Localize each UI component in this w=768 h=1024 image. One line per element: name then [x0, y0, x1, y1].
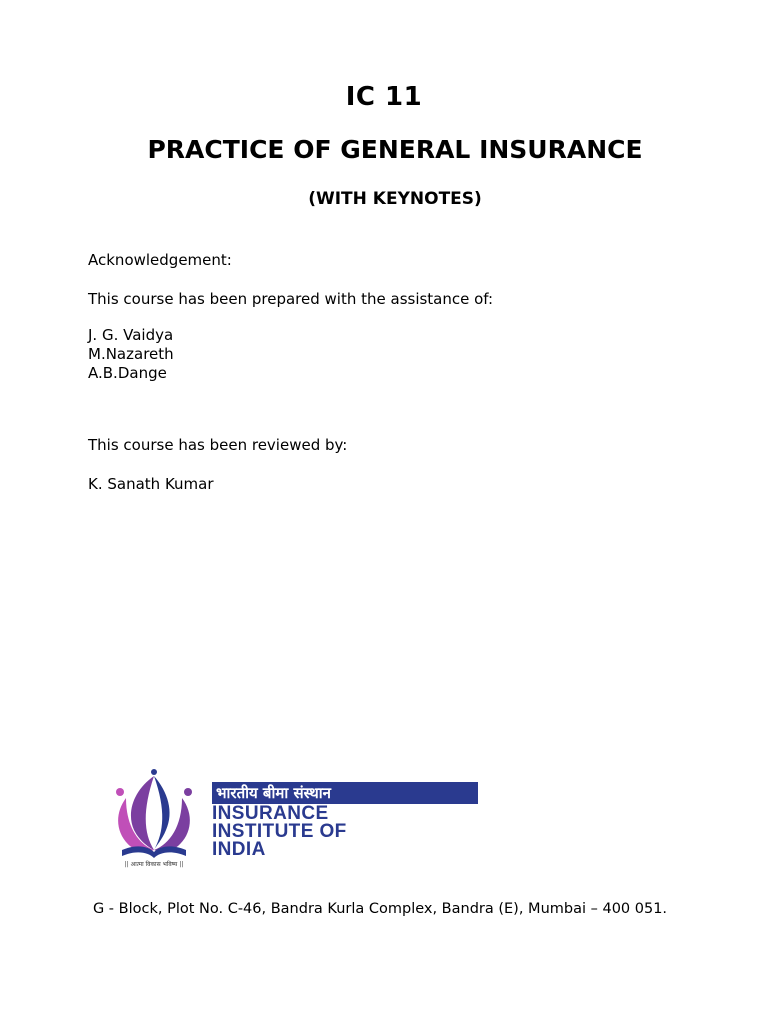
course-title: PRACTICE OF GENERAL INSURANCE: [147, 135, 643, 164]
logo-hindi-name: भारतीय बीमा संस्थान: [212, 782, 478, 804]
institute-emblem-icon: [104, 768, 204, 868]
contributor-name: M.Nazareth: [88, 345, 174, 363]
reviewed-by-line: This course has been reviewed by:: [88, 436, 348, 454]
institute-logo: [104, 768, 394, 868]
institute-address: G - Block, Plot No. C-46, Bandra Kurla Complex, Bandra (E), Mumbai – 400 051.: [92, 901, 668, 917]
contributor-name: J. G. Vaidya: [88, 326, 174, 344]
reviewer-name: K. Sanath Kumar: [88, 475, 214, 493]
logo-name-line: INSURANCE: [212, 803, 329, 824]
prepared-with-line: This course has been prepared with the assistance of:: [88, 290, 494, 308]
acknowledgement-label: Acknowledgement:: [88, 251, 232, 269]
course-subtitle: (WITH KEYNOTES): [308, 189, 482, 209]
logo-motto: || आत्मा विकास भविष्य ||: [124, 861, 184, 868]
contributor-name: A.B.Dange: [88, 364, 167, 382]
logo-name-line: INDIA: [212, 839, 266, 860]
logo-english-name: [212, 804, 347, 858]
logo-name-line: INSTITUTE OF: [212, 821, 347, 842]
contributors-list: [88, 326, 174, 383]
course-code: IC 11: [345, 82, 423, 112]
